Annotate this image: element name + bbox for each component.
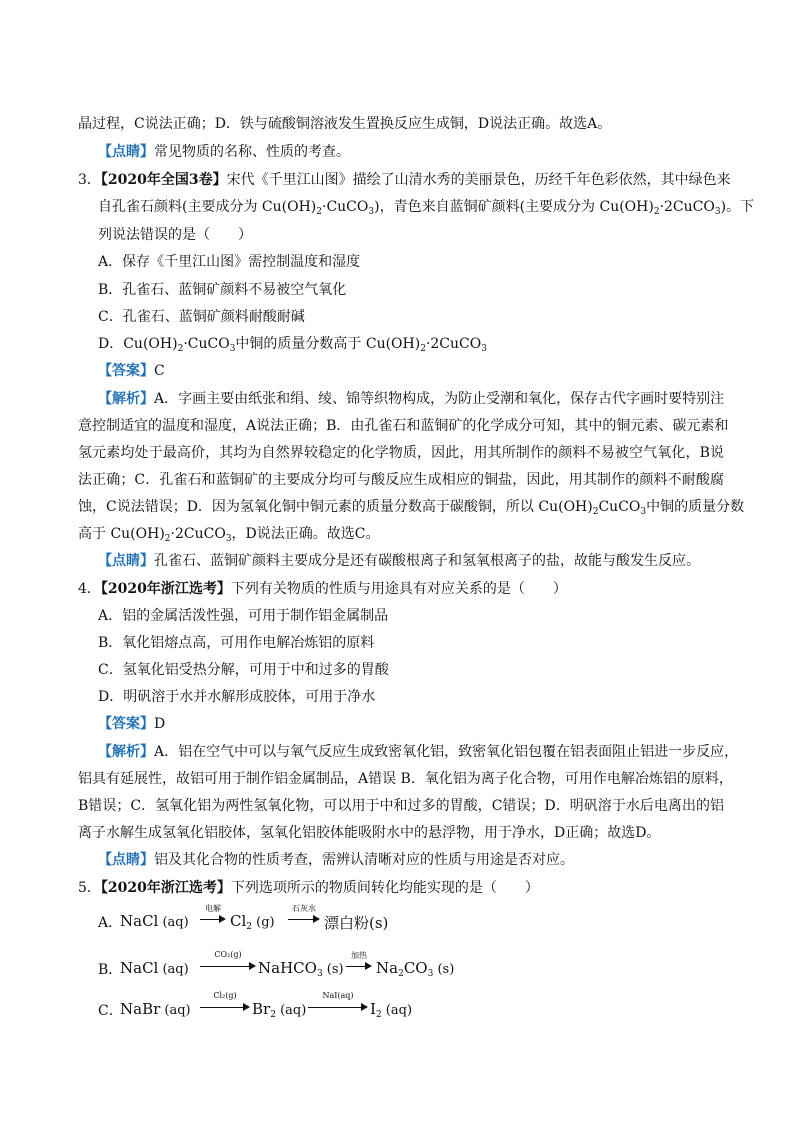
- analysis-tag: 【解析】: [98, 391, 154, 407]
- arrow-head-icon: [249, 962, 256, 970]
- option-c: C．孔雀石、蓝铜矿颜料耐酸耐碱: [98, 309, 305, 325]
- analysis-line: 铝具有延展性，故铝可用于制作铝金属制品，A错误 B．氧化铝为离子化合物，可用作电解冶炼铝的原料，: [78, 771, 733, 787]
- reaction-arrow: 电解: [200, 907, 226, 927]
- answer-line: 【答案】D: [98, 716, 166, 732]
- analysis-line: 法正确；C．孔雀石和蓝铜矿的主要成分均可与酸反应生成相应的铜盐，因此，用其制作的颜料不耐酸腐: [78, 472, 724, 488]
- answer-tag: 【答案】: [98, 716, 154, 732]
- arrow-head-icon: [313, 915, 320, 923]
- question-source: 【2020年浙江选考】: [100, 581, 231, 597]
- arrow-head-icon: [219, 915, 226, 923]
- analysis-line: 蚀，C说法错误；D．因为氢氧化铜中铜元素的质量分数高于碳酸铜，所以 $Cu(OH)_2CuCO_3$中铜的质量分数: [78, 499, 745, 517]
- question-5-stem: 5．【2020年浙江选考】下列选项所示的物质间转化均能实现的是（ ）: [78, 880, 539, 896]
- analysis-line: 意控制适宜的温度和湿度，A说法正确；B．由孔雀石和蓝铜矿的化学成分可知，其中的铜元素、碳元素和: [78, 418, 729, 434]
- tip-tag: 【点睛】: [98, 553, 154, 569]
- analysis-line: B错误；C．氢氧化铝为两性氢氧化物，可以用于中和过多的胃酸，C错误；D．明矾溶于水后电离出的铝: [78, 798, 724, 814]
- question-3-stem-cont: 自孔雀石颜料(主要成分为 $Cu(OH)_2\cdot CuCO_3$)，青色来自蓝铜矿颜料(主要成分为 $Cu(OH)_2\cdot 2CuCO_3$)。下: [98, 199, 755, 217]
- tip-line: 【点睛】孔雀石、蓝铜矿颜料主要成分是还有碳酸根离子和氢氧根离子的盐，故能与酸发生反应。: [98, 553, 700, 569]
- question-4-stem: 4．【2020年浙江选考】下列有关物质的性质与用途具有对应关系的是（ ）: [78, 581, 567, 597]
- analysis-line: 【解析】A．字画主要由纸张和绢、绫、锦等织物构成，为防止受潮和氧化，保存古代字画时要特别注: [98, 391, 725, 407]
- reaction-option-a: A． NaCl (aq) 电解 $Cl_2$ (g) 石灰水 漂白粉(s): [98, 904, 389, 932]
- analysis-tag: 【解析】: [98, 744, 154, 760]
- analysis-line: 离子水解生成氢氧化铝胶体，氢氧化铝胶体能吸附水中的悬浮物，用于净水，D正确；故选D。: [78, 825, 661, 841]
- reaction-option-b: B． NaCl (aq) CO₂(g) NaHCO$_3$ (s) 加热 $Na_2CO_3$ (s): [98, 950, 455, 979]
- question-3-stem-end: 列说法错误的是（ ）: [98, 227, 252, 243]
- option-a: A．铝的金属活泼性强，可用于制作铝金属制品: [98, 608, 389, 624]
- reaction-arrow: 加热: [346, 954, 372, 974]
- reaction-arrow: Cl₂(g): [200, 995, 250, 1015]
- reaction-arrow: NaI(aq): [308, 995, 368, 1015]
- option-d: D．明矾溶于水并水解形成胶体，可用于净水: [98, 689, 376, 705]
- reaction-option-c: C． NaBr (aq) Cl₂(g) $Br_2$ (aq) NaI(aq) $I_2$ (aq): [98, 991, 413, 1020]
- reaction-arrow: 石灰水: [288, 907, 320, 927]
- arrow-head-icon: [365, 962, 372, 970]
- question-source: 【2020年全国3卷】: [100, 172, 227, 188]
- option-b: B．氧化铝熔点高，可用作电解冶炼铝的原料: [98, 635, 375, 651]
- option-b: B．孔雀石、蓝铜矿颜料不易被空气氧化: [98, 282, 347, 298]
- answer-line: 【答案】C: [98, 363, 165, 379]
- tip-line: 【点睛】常见物质的名称、性质的考查。: [98, 144, 350, 160]
- question-3-stem: 3．【2020年全国3卷】宋代《千里江山图》描绘了山清水秀的美丽景色，历经千年色彩依然，其中绿色来: [78, 172, 731, 188]
- option-c: C．氢氧化铝受热分解，可用于中和过多的胃酸: [98, 662, 389, 678]
- arrow-head-icon: [243, 1003, 250, 1011]
- tip-line: 【点睛】铝及其化合物的性质考查，需辨认清晰对应的性质与用途是否对应。: [98, 852, 574, 868]
- question-source: 【2020年浙江选考】: [100, 880, 231, 896]
- analysis-line: 【解析】A．铝在空气中可以与氧气反应生成致密氧化铝，致密氧化铝包覆在铝表面阻止铝进一步反应，: [98, 744, 739, 760]
- arrow-head-icon: [361, 1003, 368, 1011]
- tip-tag: 【点睛】: [98, 144, 154, 160]
- analysis-line: 高于 $Cu(OH)_2\cdot 2CuCO_3$，D说法正确。故选C。: [78, 526, 380, 544]
- option-a: A．保存《千里江山图》需控制温度和湿度: [98, 254, 361, 270]
- answer-tag: 【答案】: [98, 363, 154, 379]
- analysis-line: 氢元素均处于最高价，其均为自然界较稳定的化学物质，因此，用其所制作的颜料不易被空气氧化，B说: [78, 445, 724, 461]
- option-d: D．$Cu(OH)_2\cdot CuCO_3$中铜的质量分数高于 $Cu(OH)_2\cdot 2CuCO_3$: [98, 336, 487, 354]
- reaction-arrow: CO₂(g): [200, 954, 256, 974]
- text-line: 晶过程，C说法正确；D．铁与硫酸铜溶液发生置换反应生成铜，D说法正确。故选A。: [78, 116, 612, 132]
- tip-tag: 【点睛】: [98, 852, 154, 868]
